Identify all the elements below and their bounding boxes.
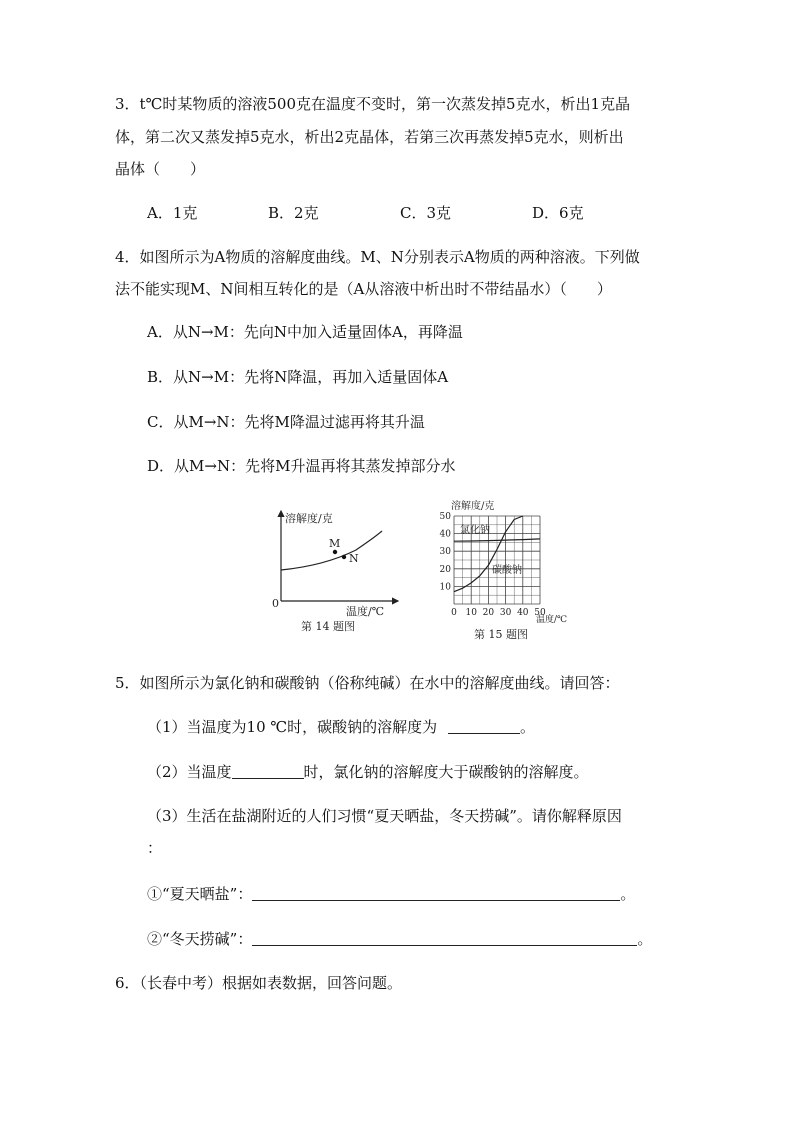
fig15-ylabel: 溶解度/克 xyxy=(451,501,495,512)
fig14-ylabel: 溶解度/克 xyxy=(285,512,333,525)
q5-part-1-text: （1）当温度为10 ℃时，碳酸钠的溶解度为 xyxy=(147,718,438,736)
fig15-y-tick-label: 50 xyxy=(439,512,451,522)
q4-option-c[interactable]: C．从M→N：先将M降温过滤再将其升温 xyxy=(147,413,425,431)
fig15-label-na2co3: 碳酸钠 xyxy=(492,565,522,576)
q5-summer-salt-label: ①“夏天晒盐”： xyxy=(147,885,253,903)
q3-option-d[interactable]: D．6克 xyxy=(532,204,584,222)
q6-text: 6．（长春中考）根据如表数据，回答问题。 xyxy=(115,974,403,992)
q3-line-3: 晶体（ ） xyxy=(115,160,206,178)
q5-intro: 5．如图所示为氯化钠和碳酸钠（俗称纯碱）在水中的溶解度曲线。请回答： xyxy=(115,674,620,692)
q5-part-2-text-b: 时，氯化钠的溶解度大于碳酸钠的溶解度。 xyxy=(303,763,589,781)
q4-line-1: 4．如图所示为A物质的溶解度曲线。M、N分别表示A物质的两种溶液。下列做 xyxy=(115,248,640,266)
q5-part-3-cont: ： xyxy=(147,839,163,857)
fig15-x-tick-label: 0 xyxy=(451,608,457,618)
fig14-point-n xyxy=(342,555,346,559)
q3-line-1: 3．t℃时某物质的溶液500克在温度不变时，第一次蒸发掉5克水，析出1克晶 xyxy=(115,95,631,113)
q5-summer-salt-end: 。 xyxy=(620,885,636,903)
fig14-label-n: N xyxy=(349,552,359,565)
q5-winter-alkali xyxy=(147,929,652,949)
q4-option-b[interactable]: B．从N→M：先将N降温，再加入适量固体A xyxy=(147,368,449,386)
fig15-y-tick-label: 40 xyxy=(439,529,451,540)
q3-option-c[interactable]: C．3克 xyxy=(400,204,452,222)
q3-option-a[interactable]: A．1克 xyxy=(147,204,198,222)
q5-summer-salt xyxy=(147,884,635,904)
fig15-label-nacl: 氯化钠 xyxy=(460,525,490,536)
fig14-origin: 0 xyxy=(272,597,279,610)
q5-summer-salt-blank[interactable] xyxy=(252,884,620,901)
q4-line-2: 法不能实现M、N间相互转化的是（A从溶液中析出时不带结晶水）（ ） xyxy=(115,280,612,298)
q5-part-3: （3）生活在盐湖附近的人们习惯“夏天晒盐，冬天捞碱”。请你解释原因 xyxy=(147,807,622,825)
q5-winter-alkali-blank[interactable] xyxy=(252,929,637,946)
fig15-xlabel: 温度/℃ xyxy=(536,615,568,625)
fig15-x-tick-label: 10 xyxy=(465,608,477,618)
q3-line-2: 体，第二次又蒸发掉5克水，析出2克晶体，若第三次再蒸发掉5克水，则析出 xyxy=(115,128,624,146)
figure-15 xyxy=(436,497,576,647)
fig14-caption: 第 14 题图 xyxy=(301,620,355,633)
fig15-x-tick-label: 50 xyxy=(534,608,546,618)
fig15-y-ticks xyxy=(440,512,452,592)
q5-part-1-blank[interactable] xyxy=(448,717,520,734)
q4-option-d[interactable]: D．从M→N：先将M升温再将其蒸发掉部分水 xyxy=(147,457,456,475)
fig14-xlabel: 温度/℃ xyxy=(346,605,385,618)
fig15-x-tick-label: 20 xyxy=(482,608,495,618)
figure-14 xyxy=(266,505,406,640)
q3-option-b[interactable]: B．2克 xyxy=(268,204,319,222)
q4-option-a[interactable]: A．从N→M：先向N中加入适量固体A，再降温 xyxy=(147,323,463,341)
q5-part-2-text-a: （2）当温度 xyxy=(147,763,232,781)
fig14-point-m xyxy=(333,550,337,554)
q5-part-2 xyxy=(147,762,589,782)
q5-part-1 xyxy=(147,717,535,737)
fig15-y-tick-label: 30 xyxy=(439,547,451,558)
q5-part-1-end: 。 xyxy=(519,718,535,736)
fig15-caption: 第 15 题图 xyxy=(474,628,528,641)
fig15-y-tick-label: 20 xyxy=(439,564,451,575)
fig15-x-ticks xyxy=(451,608,546,618)
fig15-y-tick-label: 10 xyxy=(439,582,451,593)
fig14-label-m: M xyxy=(329,537,341,550)
q5-winter-alkali-end: 。 xyxy=(637,930,653,948)
q5-winter-alkali-label: ②“冬天捞碱”： xyxy=(147,930,253,948)
q5-part-2-blank[interactable] xyxy=(232,762,304,779)
fig15-x-tick-label: 30 xyxy=(499,608,512,618)
fig15-x-tick-label: 40 xyxy=(517,608,529,618)
